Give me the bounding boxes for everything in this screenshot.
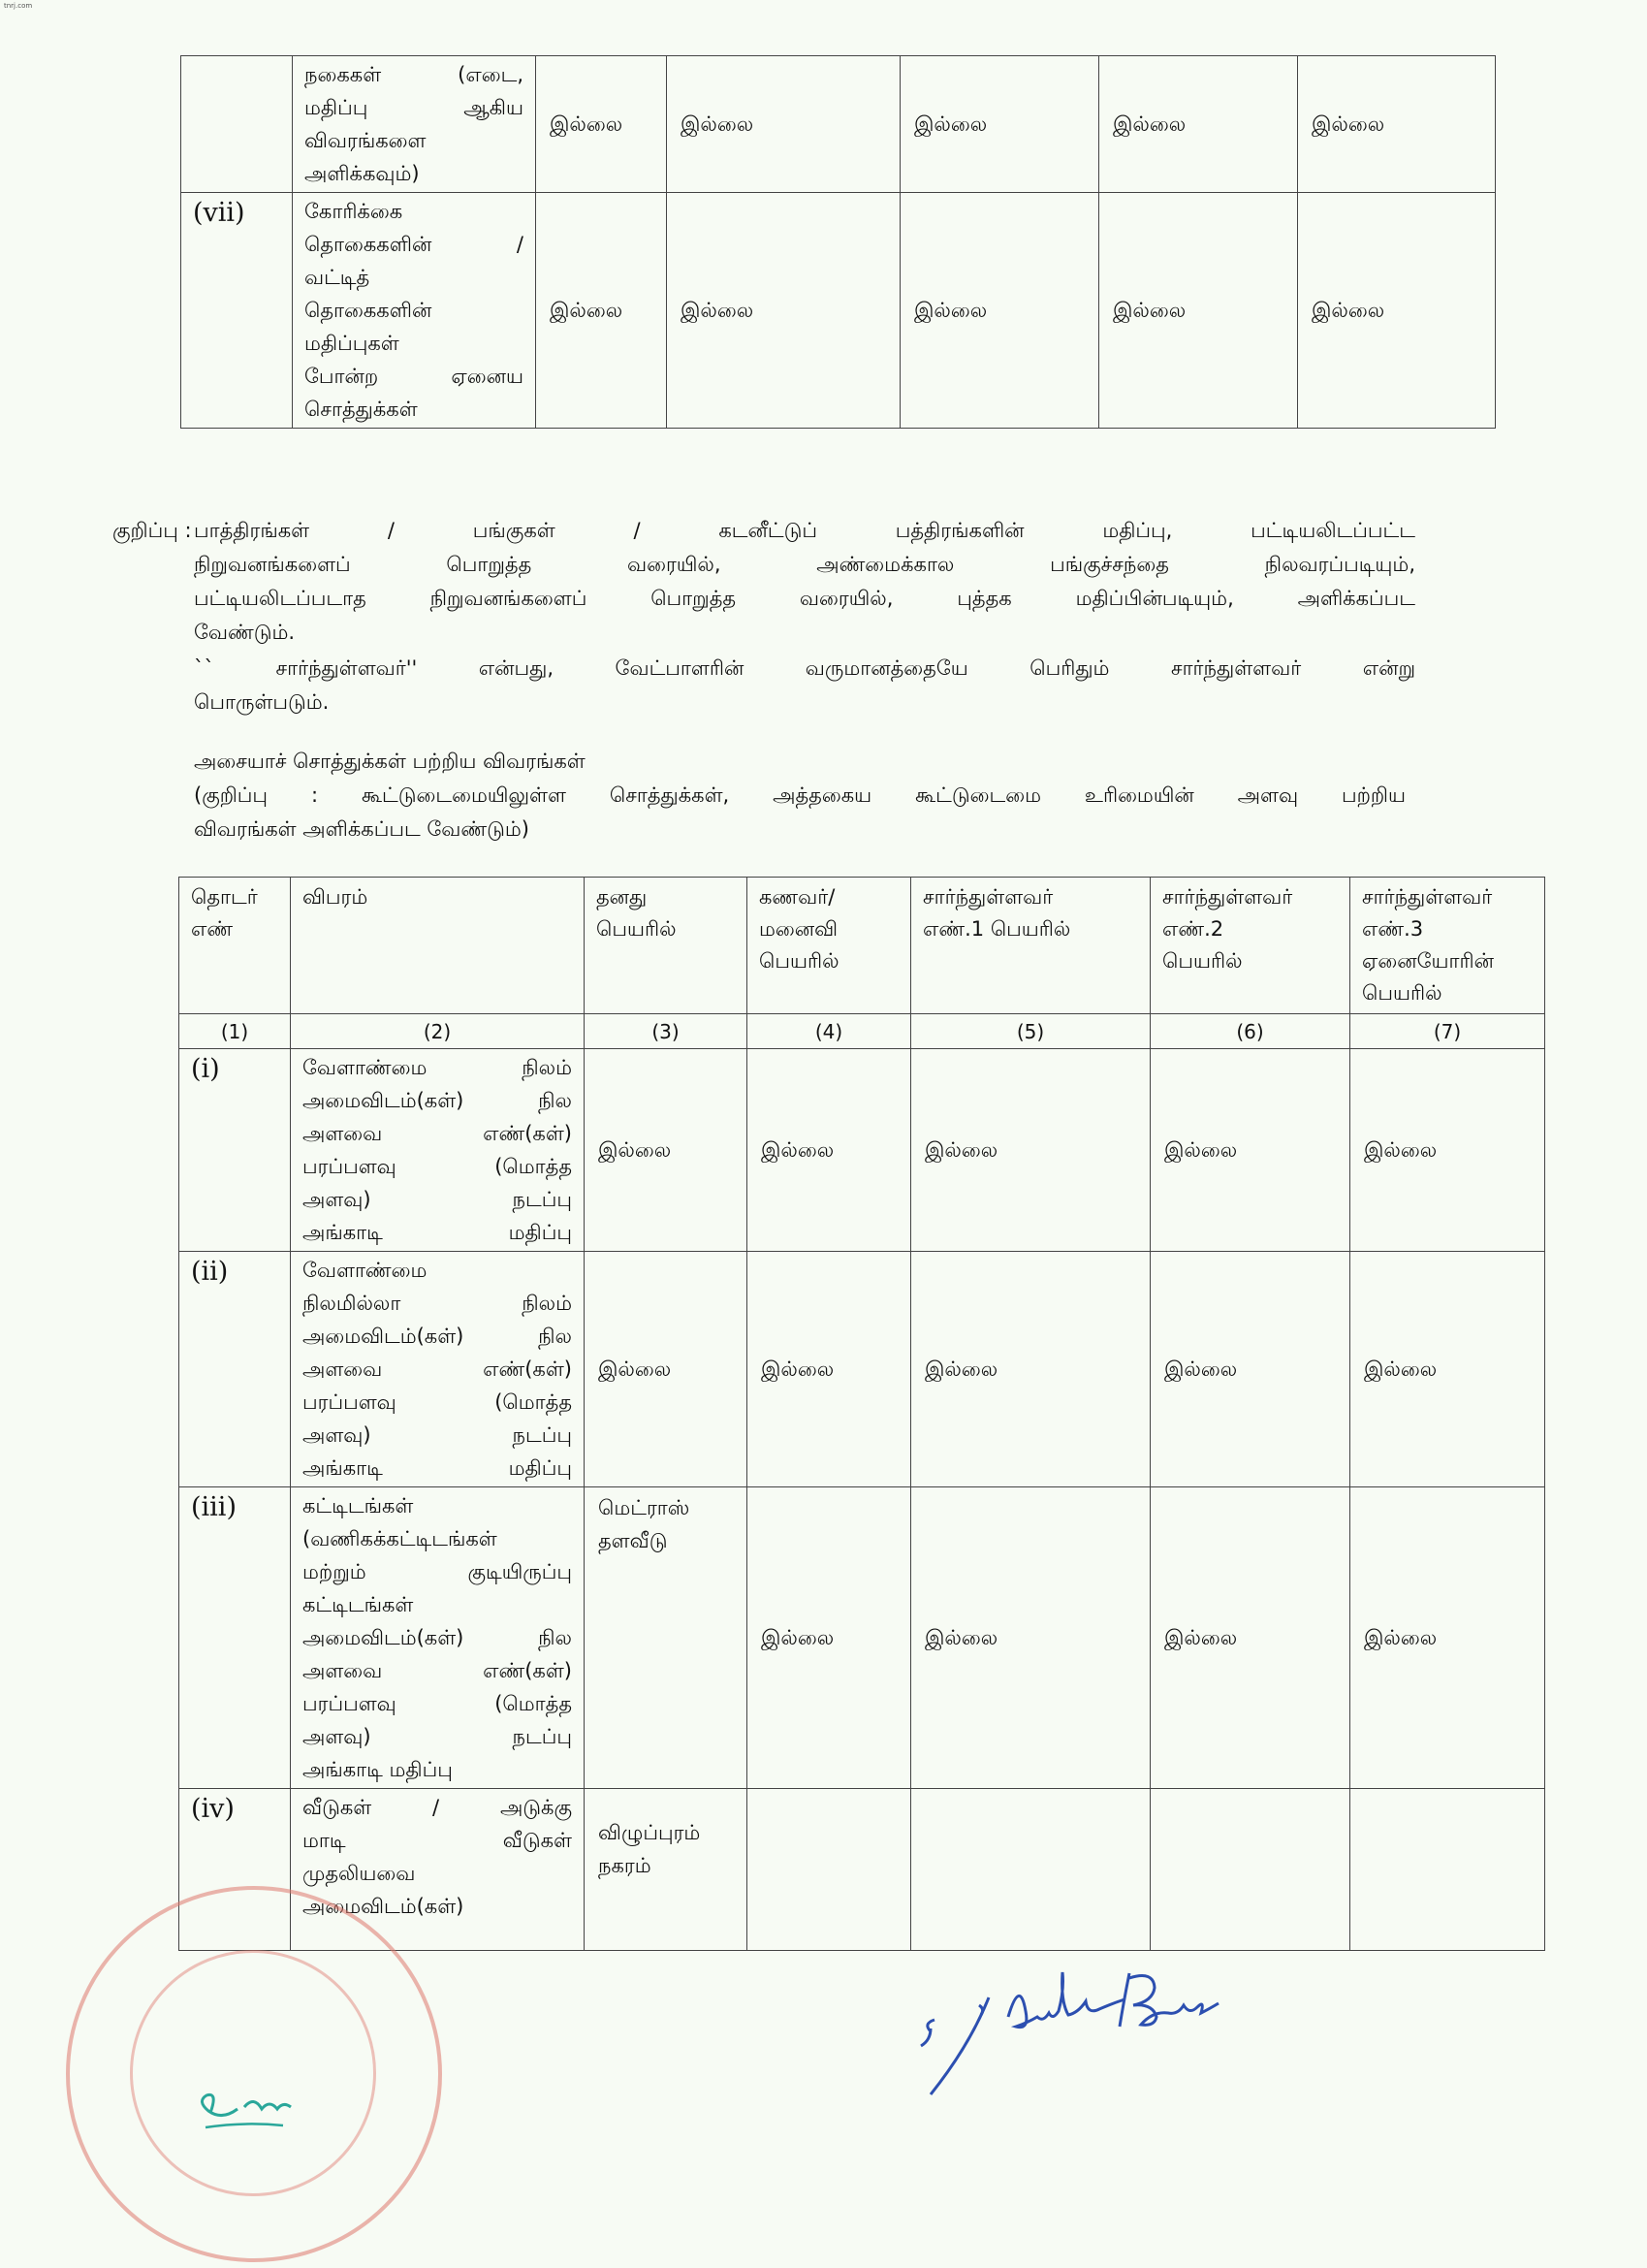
dependent-definition: `` சார்ந்துள்ளவர்'' என்பது, வேட்பாளரின் வருமானத்தையே பெரிதும் சார்ந்துள்ளவர் என்று	[194, 656, 1415, 680]
header-line: பெயரில்	[1162, 949, 1243, 973]
cell-value: இல்லை	[1298, 56, 1496, 193]
note-block	[112, 514, 1415, 719]
row-number: (ii)	[179, 1252, 291, 1487]
row-number: (vii)	[181, 193, 293, 429]
column-number: (6)	[1151, 1014, 1350, 1049]
cell-value: இல்லை	[1151, 1487, 1350, 1789]
cell-value: இல்லை	[536, 56, 667, 193]
header-line: விபரம்	[302, 885, 368, 909]
header-dependent-3	[1350, 878, 1545, 1014]
seal-initials	[70, 1890, 438, 2258]
header-line: எண்.1 பெயரில்	[923, 917, 1071, 941]
desc-line: மாடி வீடுகள்	[302, 1829, 572, 1852]
desc-line: பரப்பளவு (மொத்த	[302, 1692, 572, 1715]
table-row	[181, 56, 1496, 193]
header-dependent-2	[1151, 878, 1350, 1014]
note-line: பாத்திரங்கள் / பங்குகள் / கடனீட்டுப் பத்திரங்களின் மதிப்பு, பட்டியலிடப்பட்ட	[194, 519, 1415, 542]
column-number: (5)	[911, 1014, 1151, 1049]
cell-value: இல்லை	[911, 1487, 1151, 1789]
cell-value: இல்லை	[1151, 1252, 1350, 1487]
own-property-location	[585, 1487, 747, 1789]
table-row	[179, 1252, 1545, 1487]
header-row	[179, 878, 1545, 1014]
note-line: வேண்டும்.	[194, 621, 296, 644]
desc-line: அளவு) நடப்பு	[302, 1188, 572, 1211]
cell-value: இல்லை	[747, 1487, 911, 1789]
corner-text: tnrj.com	[4, 2, 33, 10]
own-line: விழுப்புரம்	[598, 1821, 701, 1844]
desc-line: முதலியவை	[302, 1862, 416, 1885]
column-number: (1)	[179, 1014, 291, 1049]
cell-value: இல்லை	[901, 193, 1099, 429]
header-line: எண்.3	[1362, 917, 1424, 941]
dependent-definition-end: பொருள்படும்.	[194, 690, 330, 714]
table-row	[179, 1049, 1545, 1252]
desc-line: அளவை எண்(கள்)	[302, 1659, 572, 1682]
cell-value: இல்லை	[901, 56, 1099, 193]
cell-value	[1350, 1789, 1545, 1951]
header-description	[291, 878, 585, 1014]
section-note: (குறிப்பு : கூட்டுடைமையிலுள்ள சொத்துக்கள், அத்தகைய கூட்டுடைமை உரிமையின் அளவு பற்றிய	[194, 783, 1406, 807]
desc-line: கட்டிடங்கள்	[302, 1494, 414, 1517]
desc-line: அமைவிடம்(கள்) நில	[302, 1089, 572, 1112]
row-number: (iv)	[179, 1789, 291, 1951]
own-property-location	[585, 1789, 747, 1951]
section-note: விவரங்கள் அளிக்கப்பட வேண்டும்)	[194, 817, 529, 841]
row-description	[293, 56, 536, 193]
desc-line: அளவு) நடப்பு	[302, 1725, 572, 1748]
column-number: (7)	[1350, 1014, 1545, 1049]
header-dependent-1	[911, 878, 1151, 1014]
desc-line: அங்காடி மதிப்பு	[302, 1221, 572, 1244]
header-line: பெயரில்	[1362, 981, 1442, 1005]
row-description	[291, 1487, 585, 1789]
cell-value	[747, 1789, 911, 1951]
desc-line: நிலமில்லா நிலம்	[302, 1292, 572, 1315]
desc-line: மதிப்புகள்	[304, 332, 399, 355]
row-description	[291, 1049, 585, 1252]
desc-line: கட்டிடங்கள்	[302, 1593, 414, 1616]
desc-line: அமைவிடம்(கள்)	[302, 1895, 464, 1918]
header-line: பெயரில்	[596, 917, 677, 941]
note-label: குறிப்பு :	[112, 519, 192, 542]
table-row	[181, 193, 1496, 429]
own-line: தளவீடு	[598, 1529, 668, 1552]
desc-line: அமைவிடம்(கள்) நில	[302, 1626, 572, 1649]
desc-line: போன்ற ஏனைய	[304, 365, 523, 388]
cell-value: இல்லை	[1298, 193, 1496, 429]
cell-value: இல்லை	[1099, 193, 1298, 429]
note-line: பட்டியலிடப்படாத நிறுவனங்களைப் பொறுத்த வரையில், புத்தக மதிப்பின்படியும், அளிக்கப்பட	[194, 587, 1415, 610]
notary-seal	[66, 1886, 442, 2262]
header-line: சார்ந்துள்ளவர்	[1362, 885, 1493, 909]
header-self	[585, 878, 747, 1014]
desc-line: அங்காடி மதிப்பு	[302, 1758, 453, 1781]
desc-line: பரப்பளவு (மொத்த	[302, 1390, 572, 1414]
header-line: எண்	[191, 917, 234, 941]
own-line: நகரம்	[598, 1854, 651, 1877]
desc-line: தொகைகளின்	[304, 299, 432, 322]
cell-value: இல்லை	[1350, 1252, 1545, 1487]
column-number-row	[179, 1014, 1545, 1049]
assets-table-continued	[180, 55, 1496, 429]
header-line: சார்ந்துள்ளவர்	[923, 885, 1054, 909]
desc-line: நகைகள் (எடை,	[304, 63, 523, 86]
desc-line: அளவை எண்(கள்)	[302, 1122, 572, 1145]
desc-line: அளவை எண்(கள்)	[302, 1358, 572, 1381]
section-heading: அசையாச் சொத்துக்கள் பற்றிய விவரங்கள்	[194, 750, 586, 773]
note-line: நிறுவனங்களைப் பொறுத்த வரையில், அண்மைக்கால பங்குச்சந்தை நிலவரப்படியும்,	[194, 553, 1415, 576]
cell-value: இல்லை	[585, 1049, 747, 1252]
cell-value	[911, 1789, 1151, 1951]
cell-value: இல்லை	[747, 1252, 911, 1487]
column-number: (4)	[747, 1014, 911, 1049]
row-number: (i)	[179, 1049, 291, 1252]
desc-line: பரப்பளவு (மொத்த	[302, 1155, 572, 1178]
row-number: (iii)	[179, 1487, 291, 1789]
column-number: (3)	[585, 1014, 747, 1049]
header-line: தொடர்	[191, 885, 258, 909]
header-line: தனது	[596, 885, 648, 909]
row-number	[181, 56, 293, 193]
desc-line: வேளாண்மை	[302, 1259, 428, 1282]
desc-line: அங்காடி மதிப்பு	[302, 1456, 572, 1480]
desc-line: கோரிக்கை	[304, 200, 403, 223]
header-line: சார்ந்துள்ளவர்	[1162, 885, 1293, 909]
immovable-section	[194, 745, 1406, 847]
header-serial	[179, 878, 291, 1014]
own-line: மெட்ராஸ்	[598, 1496, 690, 1519]
column-number: (2)	[291, 1014, 585, 1049]
desc-line: வட்டித்	[304, 266, 370, 289]
desc-line: சொத்துக்கள்	[304, 398, 418, 421]
cell-value: இல்லை	[1151, 1049, 1350, 1252]
cell-value: இல்லை	[667, 193, 901, 429]
cell-value: இல்லை	[1099, 56, 1298, 193]
header-line: பெயரில்	[759, 949, 839, 973]
desc-line: வேளாண்மை நிலம்	[302, 1056, 572, 1079]
cell-value: இல்லை	[1350, 1487, 1545, 1789]
desc-line: அமைவிடம்(கள்) நில	[302, 1325, 572, 1348]
signature	[911, 1939, 1280, 2104]
desc-line: விவரங்களை	[304, 129, 427, 152]
desc-line: (வணிகக்கட்டிடங்கள்	[302, 1527, 497, 1550]
header-spouse	[747, 878, 911, 1014]
cell-value	[1151, 1789, 1350, 1951]
desc-line: தொகைகளின் /	[304, 233, 523, 256]
header-line: ஏனையோரின்	[1362, 949, 1494, 973]
desc-line: மதிப்பு ஆகிய	[304, 96, 523, 119]
cell-value: இல்லை	[1350, 1049, 1545, 1252]
cell-value: இல்லை	[585, 1252, 747, 1487]
cell-value: இல்லை	[911, 1049, 1151, 1252]
desc-line: அளிக்கவும்)	[304, 162, 420, 185]
cell-value: இல்லை	[911, 1252, 1151, 1487]
table-row	[179, 1487, 1545, 1789]
desc-line: மற்றும் குடியிருப்பு	[302, 1560, 572, 1583]
cell-value: இல்லை	[536, 193, 667, 429]
cell-value: இல்லை	[747, 1049, 911, 1252]
row-description	[293, 193, 536, 429]
desc-line: வீடுகள் / அடுக்கு	[302, 1796, 572, 1819]
immovable-assets-table	[178, 877, 1545, 1951]
desc-line: அளவு) நடப்பு	[302, 1423, 572, 1447]
header-line: மனைவி	[759, 917, 839, 941]
cell-value: இல்லை	[667, 56, 901, 193]
header-line: கணவர்/	[759, 885, 836, 909]
header-line: எண்.2	[1162, 917, 1224, 941]
row-description	[291, 1252, 585, 1487]
